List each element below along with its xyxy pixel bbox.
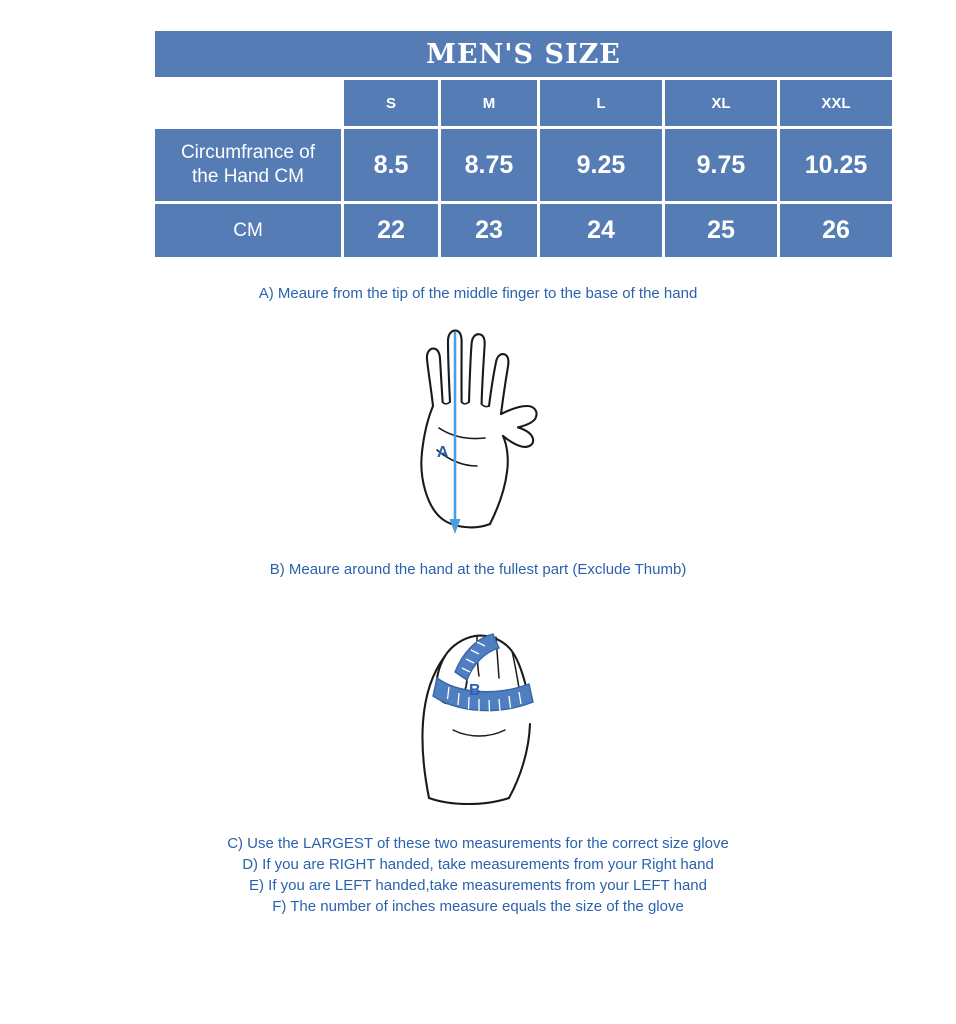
- cell-cm-xl: 25: [665, 204, 777, 257]
- instruction-b: B) Meaure around the hand at the fullest part (Exclude Thumb): [269, 561, 687, 578]
- header-cell-m: M: [441, 80, 537, 126]
- cell-circumference-s: 8.5: [344, 129, 438, 201]
- open-hand-icon: [393, 310, 563, 550]
- header-cell-blank: [155, 80, 341, 126]
- instruction-c: C) Use the LARGEST of these two measurements for the correct size glove: [227, 835, 729, 852]
- cell-circumference-xl: 9.75: [665, 129, 777, 201]
- cell-circumference-xxl: 10.25: [780, 129, 892, 201]
- header-cell-xxl: XXL: [780, 80, 892, 126]
- instruction-d: D) If you are RIGHT handed, take measurements from your Right hand: [242, 856, 714, 873]
- cell-cm-m: 23: [441, 204, 537, 257]
- figure-fist-with-tape: [393, 590, 563, 825]
- measuring-tape-icon: [433, 634, 533, 712]
- cell-cm-s: 22: [344, 204, 438, 257]
- instruction-f: F) The number of inches measure equals the size of the glove: [272, 898, 684, 915]
- size-table-container: [152, 28, 874, 260]
- instruction-a: A) Meaure from the tip of the middle finger to the base of the hand: [258, 285, 698, 302]
- size-table: [152, 28, 895, 260]
- cell-cm-l: 24: [540, 204, 662, 257]
- header-cell-xl: XL: [665, 80, 777, 126]
- cell-circumference-l: 9.25: [540, 129, 662, 201]
- header-cell-l: L: [540, 80, 662, 126]
- table-header-row: [155, 80, 892, 126]
- table-row: [155, 129, 892, 201]
- header-cell-s: S: [344, 80, 438, 126]
- instruction-e: E) If you are LEFT handed,take measurements from your LEFT hand: [248, 877, 707, 894]
- cell-circumference-m: 8.75: [441, 129, 537, 201]
- figure-open-hand: [393, 310, 563, 550]
- table-row: [155, 204, 892, 257]
- fist-measuring-icon: [393, 590, 563, 825]
- row-label-cm: CM: [155, 204, 341, 257]
- cell-cm-xxl: 26: [780, 204, 892, 257]
- row-label-circumference: Circumfrance of the Hand CM: [155, 129, 341, 201]
- table-title: MEN'S SIZE: [155, 31, 892, 77]
- footer-instructions: [0, 833, 956, 917]
- figure-b-letter: B: [469, 682, 481, 699]
- table-title-row: [155, 31, 892, 77]
- figure-a-letter: A: [437, 444, 449, 461]
